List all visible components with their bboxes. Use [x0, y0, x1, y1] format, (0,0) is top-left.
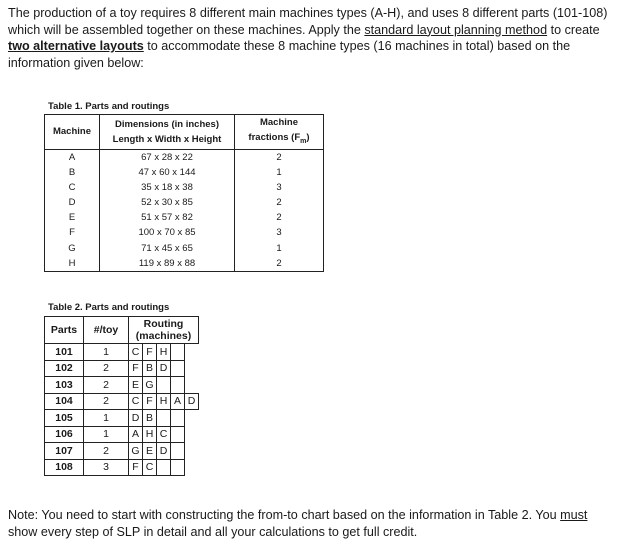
fraction-cell: 2: [235, 149, 324, 165]
routing-step-cell: [171, 410, 185, 427]
dimensions-cell: 67 x 28 x 22: [100, 149, 235, 165]
quantity-cell: 2: [84, 393, 129, 410]
routing-step-cell: [171, 360, 185, 377]
routing-step-cell: [171, 443, 185, 460]
machine-cell: D: [45, 195, 100, 210]
routing-step-cell: [171, 459, 185, 476]
routing-step-cell: [185, 344, 199, 361]
routings-table: [44, 316, 199, 476]
routing-step-cell: C: [143, 459, 157, 476]
problem-statement: [8, 5, 620, 71]
part-cell: 106: [45, 426, 84, 443]
fraction-cell: 3: [235, 180, 324, 195]
machine-cell: F: [45, 225, 100, 240]
quantity-cell: 1: [84, 344, 129, 361]
intro-text-1: The production of a toy requires 8 different main machines types (A-H), and uses 8 different parts (101-108) which will be assembled together on these machines. Apply the: [8, 6, 608, 37]
routing-step-cell: [185, 410, 199, 427]
routing-step-cell: B: [143, 410, 157, 427]
note-text: [8, 507, 620, 540]
fraction-cell: 1: [235, 240, 324, 255]
fraction-subscript: m: [300, 137, 307, 145]
routing-step-cell: A: [171, 393, 185, 410]
routing-step-cell: [185, 443, 199, 460]
machine-row: [45, 210, 324, 225]
dimensions-cell: 119 x 89 x 88: [100, 256, 235, 272]
fraction-header: [235, 115, 324, 150]
machine-cell: B: [45, 165, 100, 180]
routing-step-cell: [171, 344, 185, 361]
part-cell: 107: [45, 443, 84, 460]
machine-row: [45, 180, 324, 195]
routing-row: [45, 344, 199, 361]
routing-step-cell: [171, 377, 185, 394]
quantity-cell: 1: [84, 410, 129, 427]
routing-step-cell: [185, 360, 199, 377]
machine-row: [45, 225, 324, 240]
routing-step-cell: D: [157, 360, 171, 377]
routing-step-cell: D: [129, 410, 143, 427]
dimensions-cell: 35 x 18 x 38: [100, 180, 235, 195]
machines-table: [44, 114, 324, 272]
fraction-label: fractions (F: [248, 132, 301, 143]
machine-cell: G: [45, 240, 100, 255]
parts-header: Parts: [45, 317, 84, 344]
routing-step-cell: F: [143, 393, 157, 410]
intro-text-3: to accommodate these 8 machine types (16 machines in total) based on the information given below:: [8, 39, 571, 70]
routing-row: [45, 360, 199, 377]
routing-step-cell: E: [129, 377, 143, 394]
routing-step-cell: [185, 377, 199, 394]
table1-caption: Table 1. Parts and routings: [48, 101, 170, 112]
intro-text-2: to create: [547, 22, 600, 37]
fraction-cell: 2: [235, 195, 324, 210]
table2-caption: Table 2. Parts and routings: [48, 302, 170, 313]
part-cell: 108: [45, 459, 84, 476]
fraction-cell: 3: [235, 225, 324, 240]
routing-step-cell: D: [157, 443, 171, 460]
machine-header: Machine: [45, 115, 100, 150]
machine-cell: E: [45, 210, 100, 225]
dimensions-cell: 100 x 70 x 85: [100, 225, 235, 240]
note-text-2: show every step of SLP in detail and all your calculations to get full credit.: [8, 524, 418, 539]
fraction-cell: 1: [235, 165, 324, 180]
routing-step-cell: C: [129, 344, 143, 361]
routing-step-cell: F: [129, 360, 143, 377]
routing-step-cell: B: [143, 360, 157, 377]
quantity-cell: 2: [84, 377, 129, 394]
routing-step-cell: [157, 377, 171, 394]
routing-step-cell: [171, 426, 185, 443]
note-text-1: Note: You need to start with constructing the from-to chart based on the information in Table 2. You: [8, 508, 561, 522]
fraction-cell: 2: [235, 210, 324, 225]
dimensions-header-line1: Dimensions (in inches): [115, 118, 219, 130]
routing-step-cell: G: [143, 377, 157, 394]
machine-cell: A: [45, 149, 100, 165]
fraction-close: ): [306, 132, 310, 143]
machine-row: [45, 165, 324, 180]
part-cell: 102: [45, 360, 84, 377]
dimensions-cell: 71 x 45 x 65: [100, 240, 235, 255]
routing-step-cell: H: [157, 393, 171, 410]
routing-step-cell: H: [143, 426, 157, 443]
routing-row: [45, 443, 199, 460]
part-cell: 101: [45, 344, 84, 361]
machine-row: [45, 149, 324, 165]
dimensions-cell: 47 x 60 x 144: [100, 165, 235, 180]
routing-step-cell: H: [157, 344, 171, 361]
machine-cell: C: [45, 180, 100, 195]
routing-step-cell: [185, 426, 199, 443]
routing-step-cell: E: [143, 443, 157, 460]
routing-step-cell: [157, 410, 171, 427]
part-cell: 103: [45, 377, 84, 394]
fraction-header-line2: [238, 130, 320, 149]
routing-row: [45, 459, 199, 476]
dimensions-cell: 51 x 57 x 82: [100, 210, 235, 225]
routing-step-cell: D: [185, 393, 199, 410]
routing-row: [45, 393, 199, 410]
routing-header: Routing (machines): [129, 317, 199, 344]
machine-row: [45, 195, 324, 210]
routing-step-cell: C: [157, 426, 171, 443]
fraction-header-line1: Machine: [259, 117, 298, 128]
quantity-cell: 3: [84, 459, 129, 476]
quantity-cell: 2: [84, 443, 129, 460]
dimensions-cell: 52 x 30 x 85: [100, 195, 235, 210]
per-toy-header: #/toy: [84, 317, 129, 344]
quantity-cell: 2: [84, 360, 129, 377]
routing-step-cell: F: [143, 344, 157, 361]
machine-row: [45, 240, 324, 255]
routing-step-cell: G: [129, 443, 143, 460]
must-text: must: [560, 508, 588, 522]
routing-row: [45, 410, 199, 427]
routing-step-cell: [185, 459, 199, 476]
routing-step-cell: A: [129, 426, 143, 443]
routing-step-cell: C: [129, 393, 143, 410]
fraction-cell: 2: [235, 256, 324, 272]
machine-cell: H: [45, 256, 100, 272]
dimensions-header: [100, 115, 235, 150]
part-cell: 104: [45, 393, 84, 410]
dimensions-header-line2: Length x Width x Height: [112, 133, 222, 145]
machine-row: [45, 256, 324, 272]
two-layouts-text: two alternative layouts: [8, 39, 144, 53]
part-cell: 105: [45, 410, 84, 427]
slp-method-text: standard layout planning method: [364, 22, 548, 37]
routing-row: [45, 377, 199, 394]
routing-step-cell: F: [129, 459, 143, 476]
routing-step-cell: [157, 459, 171, 476]
quantity-cell: 1: [84, 426, 129, 443]
routing-row: [45, 426, 199, 443]
